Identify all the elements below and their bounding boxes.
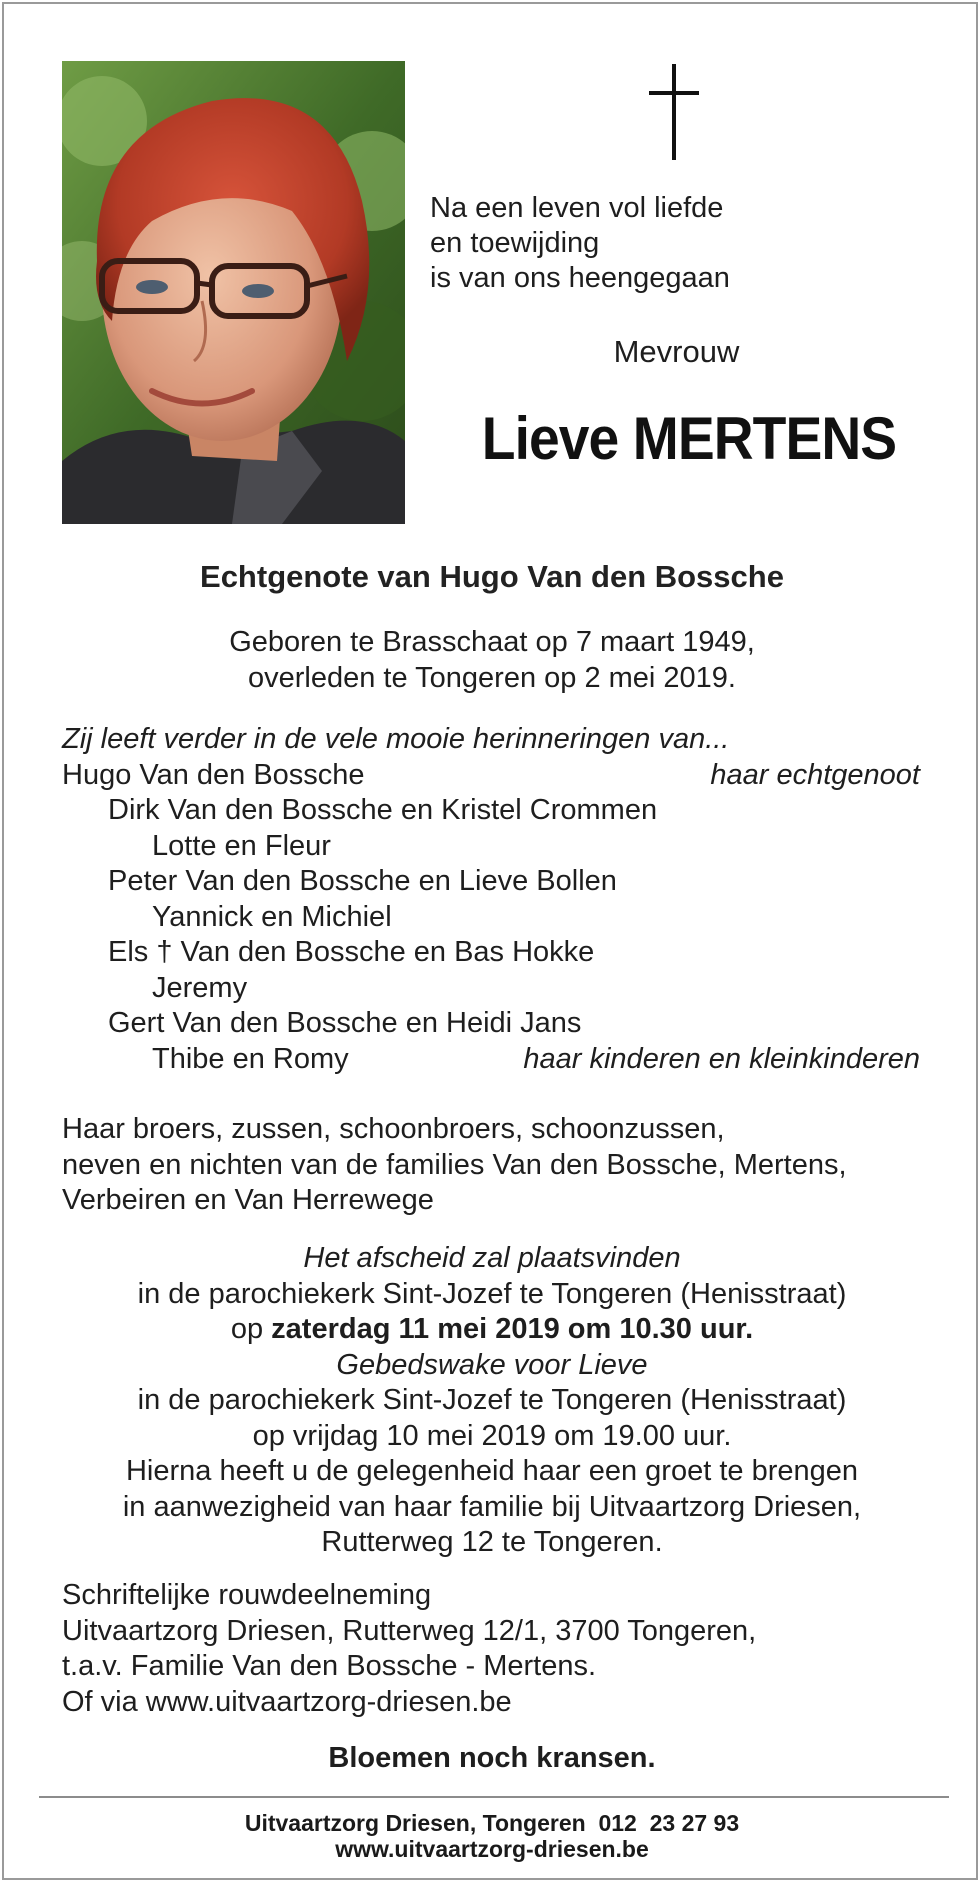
flowers-note: Bloemen noch kransen.: [328, 1742, 656, 1774]
grandchildren: Yannick en Michiel: [152, 900, 392, 933]
farewell-place: in de parochiekerk Sint-Jozef te Tongeren (Henisstraat): [137, 1277, 847, 1310]
deceased-name: Lieve MERTENS: [481, 405, 897, 472]
husband-role: haar echtgenoot: [710, 758, 920, 791]
intro-text: [430, 191, 730, 296]
vigil-title: Gebedswake voor Lieve: [336, 1348, 648, 1381]
intro-line: Na een leven vol liefde: [430, 192, 724, 224]
obituary-card: [2, 2, 978, 1880]
born-line: Geboren te Brasschaat op 7 maart 1949,: [229, 626, 755, 658]
family-row: [62, 758, 920, 794]
children-role: haar kinderen en kleinkinderen: [523, 1042, 920, 1075]
condolence-link[interactable]: Of via www.uitvaartzorg-driesen.be: [62, 1685, 512, 1718]
condolence-line: t.a.v. Familie Van den Bossche - Mertens.: [62, 1650, 597, 1682]
husband-name: Hugo Van den Bossche: [62, 758, 365, 791]
footer-company: Uitvaartzorg Driesen, Tongeren: [244, 1810, 586, 1836]
footer-website[interactable]: www.uitvaartzorg-driesen.be: [335, 1836, 649, 1862]
family-row: [62, 1042, 920, 1078]
died-line: overleden te Tongeren op 2 mei 2019.: [248, 662, 736, 694]
visit-line: in aanwezigheid van haar familie bij Uitvaartzorg Driesen,: [122, 1490, 862, 1523]
intro-line: en toewijding: [430, 227, 600, 259]
grandchildren: Lotte en Fleur: [152, 829, 331, 862]
ceremony-info: [4, 1241, 980, 1561]
divider: [39, 1796, 949, 1798]
condolence-line: Schriftelijke rouwdeelneming: [62, 1579, 432, 1611]
relatives-text: [62, 1112, 942, 1219]
farewell-prefix: op: [230, 1313, 264, 1345]
cross-icon: [645, 64, 705, 164]
condolence-info: [62, 1578, 942, 1720]
portrait-photo: [62, 61, 405, 524]
grandchildren: Jeremy: [152, 971, 248, 1004]
vigil-place: in de parochiekerk Sint-Jozef te Tongeren (Henisstraat): [137, 1384, 847, 1416]
child-couple: Peter Van den Bossche en Lieve Bollen: [108, 865, 617, 897]
honorific: Mevrouw: [613, 334, 740, 369]
footer: [4, 1810, 980, 1862]
footer-contact: [4, 1810, 980, 1836]
child-couple: Gert Van den Bossche en Heidi Jans: [108, 1007, 582, 1039]
visit-line: Rutterweg 12 te Tongeren.: [321, 1526, 663, 1558]
relatives-line: Verbeiren en Van Herrewege: [62, 1184, 434, 1216]
visit-line: Hierna heeft u de gelegenheid haar een groet te brengen: [125, 1455, 858, 1487]
condolence-line: Uitvaartzorg Driesen, Rutterweg 12/1, 3700 Tongeren,: [62, 1614, 757, 1647]
farewell-title: Het afscheid zal plaatsvinden: [303, 1242, 681, 1274]
farewell-date-line: [4, 1312, 980, 1348]
footer-phone[interactable]: 012 23 27 93: [598, 1810, 740, 1836]
family-intro: Zij leeft verder in de vele mooie herinneringen van...: [62, 723, 730, 755]
vigil-date: op vrijdag 10 mei 2019 om 19.00 uur.: [252, 1419, 732, 1452]
grandchildren: Thibe en Romy: [152, 1042, 349, 1075]
intro-line: is van ons heengegaan: [430, 262, 730, 294]
relatives-line: Haar broers, zussen, schoonbroers, schoonzussen,: [62, 1113, 725, 1145]
spouse-line: Echtgenote van Hugo Van den Bossche: [200, 559, 784, 594]
farewell-date: zaterdag 11 mei 2019 om 10.30 uur.: [271, 1313, 754, 1345]
relatives-line: neven en nichten van de families Van den Bossche, Mertens,: [62, 1148, 847, 1181]
child-couple: Dirk Van den Bossche en Kristel Crommen: [108, 794, 658, 826]
life-dates: [4, 624, 980, 696]
family-list: [62, 722, 920, 1077]
child-couple: Els † Van den Bossche en Bas Hokke: [108, 936, 595, 968]
